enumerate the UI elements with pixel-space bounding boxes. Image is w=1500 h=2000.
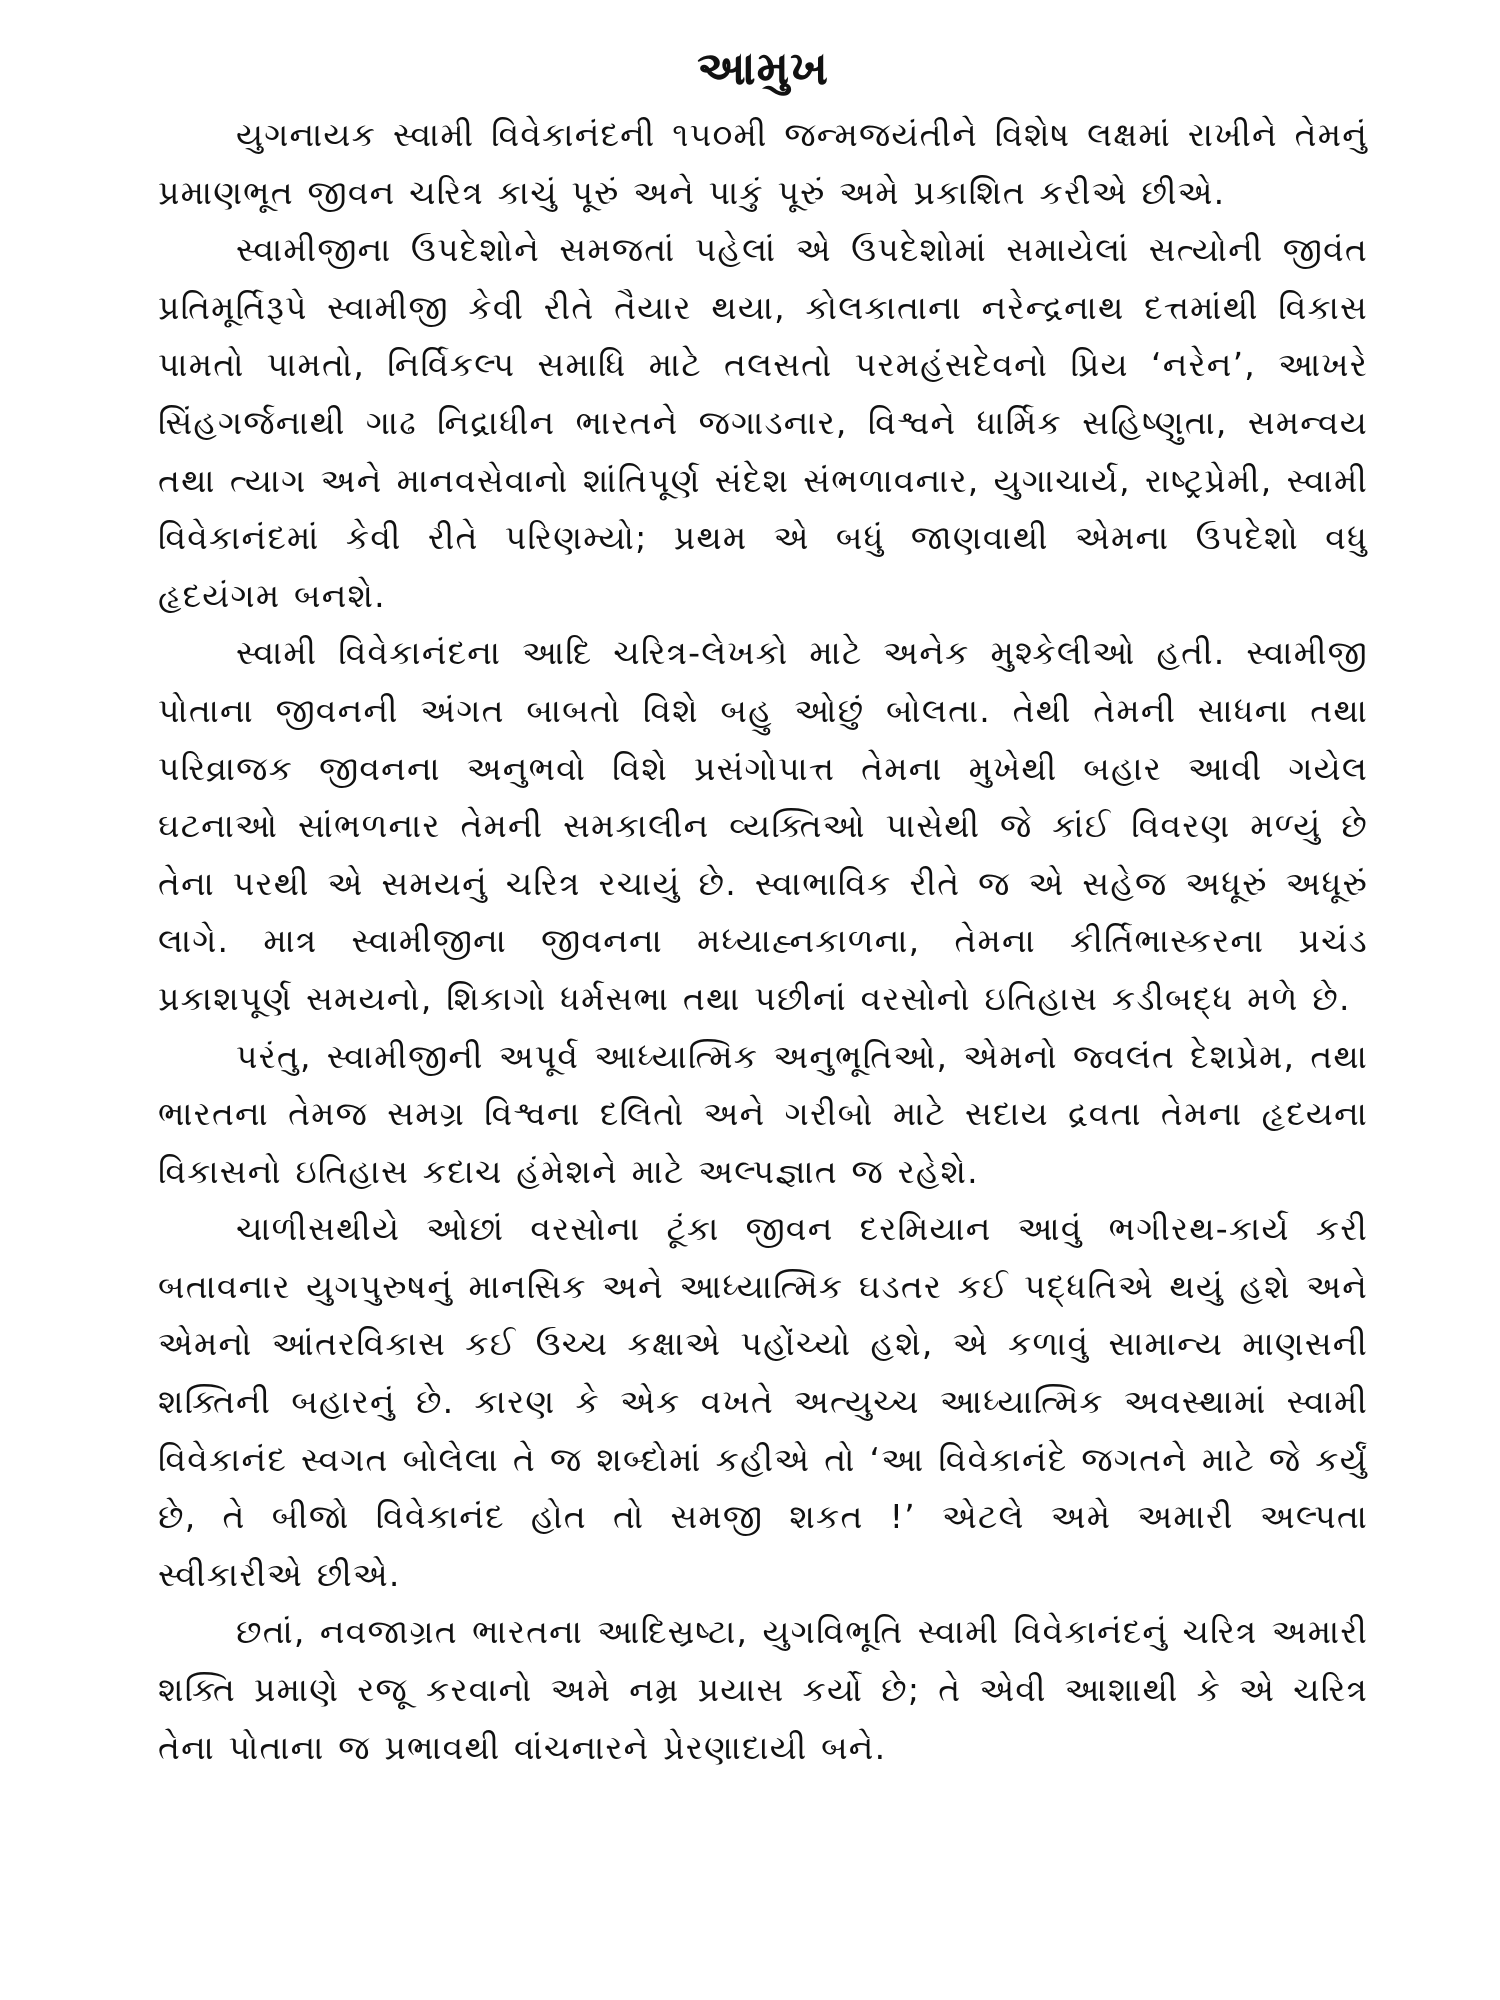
paragraph-4: પરંતુ, સ્વામીજીની અપૂર્વ આધ્યાત્મિક અનુભૂતિઓ, એમનો જ્વલંત દેશપ્રેમ, તથા ભારતના તેમજ સમગ્ર વિશ્વના દલિતો અને ગરીબો માટે સદાય દ્રવતા તેમના હૃદયના વિકાસનો ઇતિહાસ કદાચ હંમેશને માટે અલ્પજ્ઞાત જ રહેશે. [158,1036,1368,1191]
paragraph-3: સ્વામી વિવેકાનંદના આદિ ચરિત્ર-લેખકો માટે અનેક મુશ્કેલીઓ હતી. સ્વામીજી પોતાના જીવનની અંગત બાબતો વિશે બહુ ઓછું બોલતા. તેથી તેમની સાધના તથા પરિવ્રાજક જીવનના અનુભવો વિશે પ્રસંગોપાત્ત તેમના મુખેથી બહાર આવી ગયેલ ઘટનાઓ સાંભળનાર તેમની સમકાલીન વ્યક્તિઓ પાસેથી જે કાંઈ વિવરણ મળ્યું છે તેના પરથી એ સમયનું ચરિત્ર રચાયું છે. સ્વાભાવિક રીતે જ એ સહેજ અધૂરું અધૂરું લાગે. માત્ર સ્વામીજીના જીવનના મધ્યાહ્નકાળના, તેમના કીર્તિભાસ્કરના પ્રચંડ પ્રકાશપૂર્ણ સમયનો, શિકાગો ધર્મસભા તથા પછીનાં વરસોનો ઇતિહાસ કડીબદ્ધ મળે છે. [158,633,1368,1018]
paragraph-1: યુગનાયક સ્વામી વિવેકાનંદની ૧૫૦મી જન્મજયંતીને વિશેષ લક્ષમાં રાખીને તેમનું પ્રમાણભૂત જીવન ચરિત્ર કાચું પૂરું અને પાકું પૂરું અમે પ્રકાશિત કરીએ છીએ. [158,115,1368,212]
paragraph-2: સ્વામીજીના ઉપદેશોને સમજતાં પહેલાં એ ઉપદેશોમાં સમાયેલાં સત્યોની જીવંત પ્રતિમૂર્તિરૂપે સ્વામીજી કેવી રીતે તૈયાર થયા, કોલકાતાના નરેન્દ્રનાથ દત્તમાંથી વિકાસ પામતો પામતો, નિર્વિકલ્પ સમાધિ માટે તલસતો પરમહંસદેવનો પ્રિય ‘નરેન’, આખરે સિંહગર્જનાથી ગાઢ નિદ્રાધીન ભારતને જગાડનાર, વિશ્વને ધાર્મિક સહિષ્ણુતા, સમન્વય તથા ત્યાગ અને માનવસેવાનો શાંતિપૂર્ણ સંદેશ સંભળાવનાર, યુગાચાર્ય, રાષ્ટ્રપ્રેમી, સ્વામી વિવેકાનંદમાં કેવી રીતે પરિણમ્યો; પ્રથમ એ બધું જાણવાથી એમના ઉપદેશો વધુ હૃદયંગમ બનશે. [158,230,1368,615]
page-title: આમુખ [697,41,829,95]
paragraph-5: ચાળીસથીયે ઓછાં વરસોના ટૂંકા જીવન દરમિયાન આવું ભગીરથ-કાર્ય કરી બતાવનાર યુગપુરુષનું માનસિક અને આધ્યાત્મિક ઘડતર કઈ પદ્ધતિએ થયું હશે અને એમનો આંતરવિકાસ કઈ ઉચ્ચ કક્ષાએ પહોંચ્યો હશે, એ કળાવું સામાન્ય માણસની શક્તિની બહારનું છે. કારણ કે એક વખતે અત્યુચ્ચ આધ્યાત્મિક અવસ્થામાં સ્વામી વિવેકાનંદ સ્વગત બોલેલા તે જ શબ્દોમાં કહીએ તો ‘આ વિવેકાનંદે જગતને માટે જે કર્યું છે, તે બીજો વિવેકાનંદ હોત તો સમજી શકત !’ એટલે અમે અમારી અલ્પતા સ્વીકારીએ છીએ. [158,1209,1368,1594]
paragraph-6: છતાં, નવજાગ્રત ભારતના આદિસ્રષ્ટા, યુગવિભૂતિ સ્વામી વિવેકાનંદનું ચરિત્ર અમારી શક્તિ પ્રમાણે રજૂ કરવાનો અમે નમ્ર પ્રયાસ કર્યો છે; તે એવી આશાથી કે એ ચરિત્ર તેના પોતાના જ પ્રભાવથી વાંચનારને પ્રેરણાદાયી બને. [158,1612,1368,1767]
